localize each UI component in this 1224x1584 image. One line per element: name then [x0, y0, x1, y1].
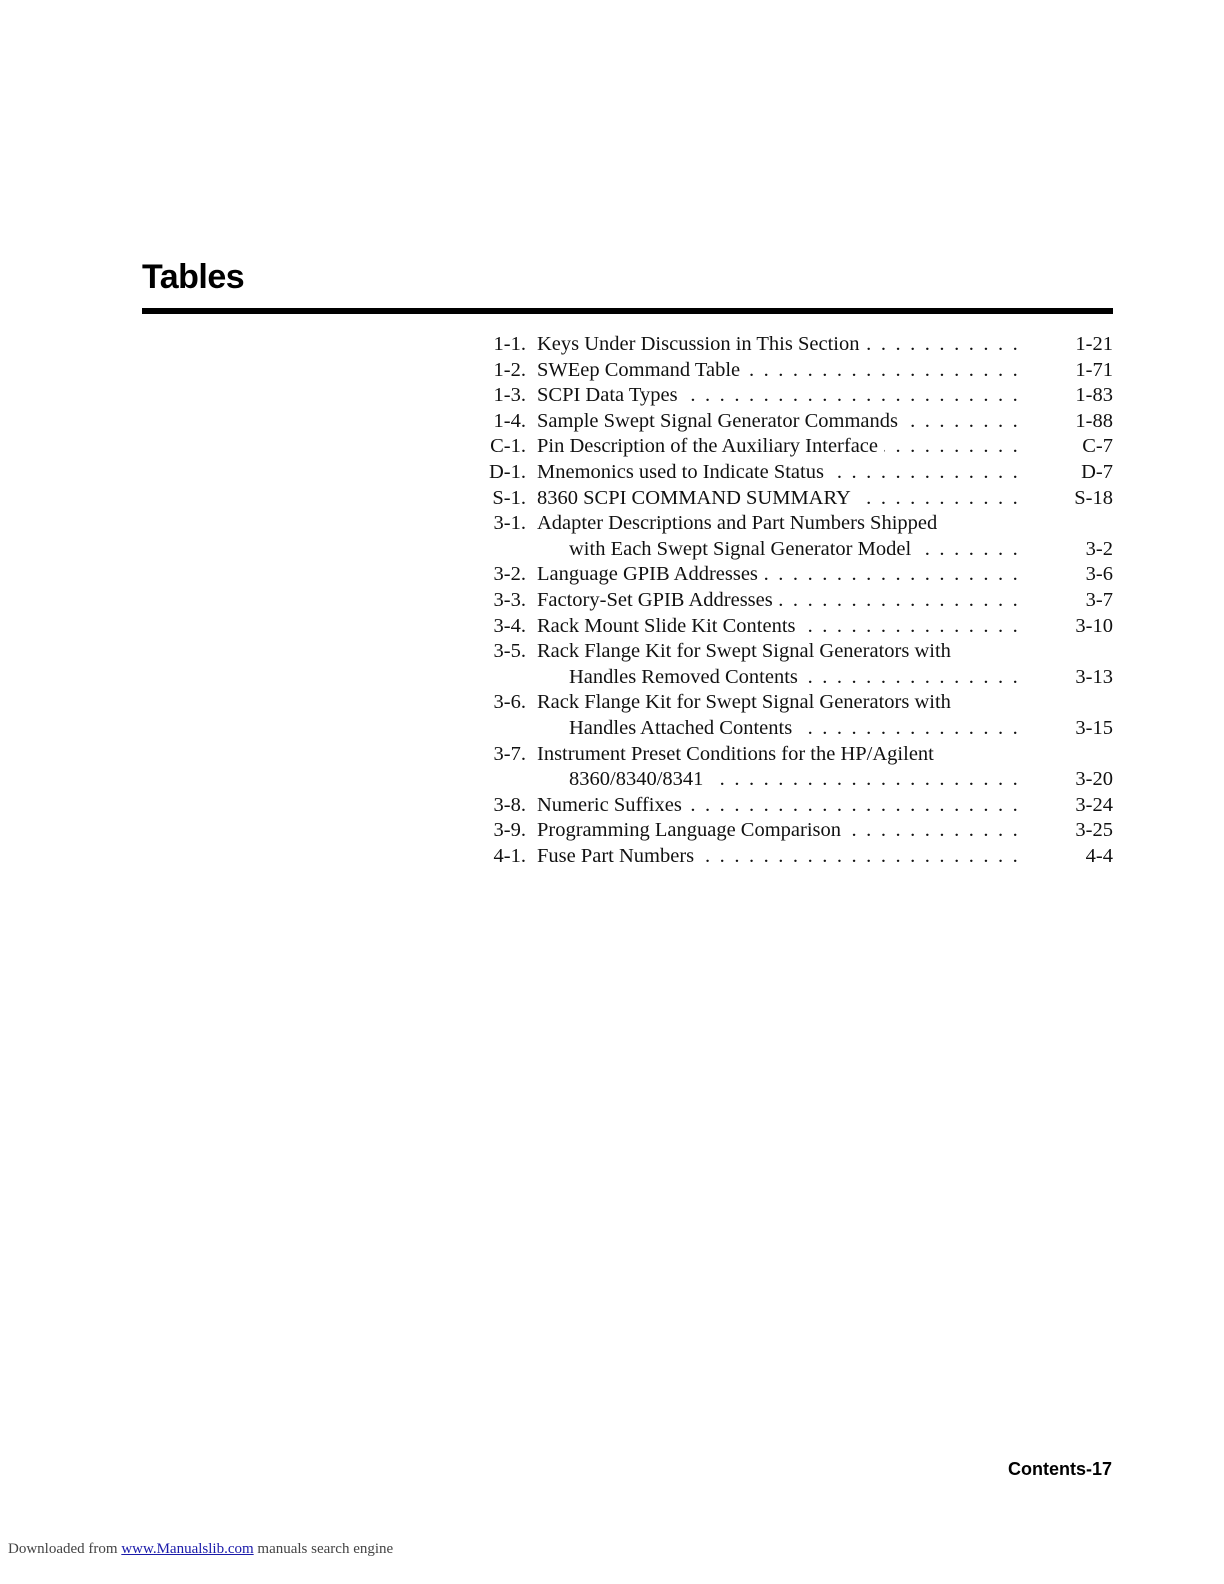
toc-entry-title	[537, 409, 1020, 435]
toc-entry-title	[537, 614, 1020, 640]
toc-entry-page: 1-21	[1075, 333, 1113, 355]
toc-entry-number: C-1.	[490, 435, 526, 458]
toc-entry-title	[537, 793, 1020, 819]
toc-entry-row	[470, 818, 1113, 844]
toc-entry-title-text: Handles Removed Contents	[569, 666, 804, 688]
toc-entry-number: 4-1.	[493, 844, 526, 867]
toc-entry-row	[470, 665, 1113, 691]
toc-entry-title-text: Adapter Descriptions and Part Numbers Shipped	[537, 512, 943, 534]
toc-entry-row	[470, 383, 1113, 409]
toc-entry-title	[569, 767, 1020, 793]
toc-entry-title	[537, 332, 1020, 358]
toc-entry-title	[537, 639, 1020, 665]
toc-entry-title-text: Fuse Part Numbers	[537, 845, 700, 867]
footer-prefix: Downloaded from	[8, 1541, 118, 1557]
download-footer	[8, 1541, 393, 1558]
toc-entry-row	[470, 588, 1113, 614]
toc-entry-page: D-7	[1081, 460, 1113, 483]
toc-entry-title-text: Keys Under Discussion in This Section	[537, 333, 865, 355]
toc-entry-row	[470, 844, 1113, 870]
toc-entry-number: 3-7.	[493, 742, 526, 765]
toc-entry-title	[537, 383, 1020, 409]
toc-entry-number: 3-8.	[493, 793, 526, 816]
toc-entry-page: 3-20	[1075, 768, 1113, 791]
toc-entry-title	[537, 588, 1020, 614]
toc-entry-row	[470, 742, 1113, 768]
toc-entry-title-text: Sample Swept Signal Generator Commands	[537, 410, 904, 432]
footer-suffix: manuals search engine	[257, 1541, 394, 1557]
toc-entry-row	[470, 614, 1113, 640]
toc-entry-page: 3-7	[1085, 588, 1113, 611]
toc-entry-title	[537, 460, 1020, 486]
toc-entry-title	[537, 434, 1020, 460]
toc-entry-row	[470, 716, 1113, 742]
toc-entry-title	[569, 537, 1020, 563]
toc-entry-page: 3-15	[1075, 716, 1113, 739]
toc-entry-title-text: 8360 SCPI COMMAND SUMMARY	[537, 487, 857, 509]
toc-entry-title-text: 8360/8340/8341	[569, 768, 709, 790]
toc-entry-title	[537, 690, 1020, 716]
toc-entry-row	[470, 690, 1113, 716]
toc-entry-title	[537, 486, 1020, 512]
toc-entry-number: 1-3.	[493, 384, 526, 407]
toc-entry-title	[537, 844, 1020, 870]
toc-entry-title-text: Factory-Set GPIB Addresses	[537, 589, 779, 611]
toc-entry-title-text: Rack Flange Kit for Swept Signal Generators with	[537, 691, 957, 713]
toc-entry-row	[470, 511, 1113, 537]
page-title: Tables	[142, 258, 245, 296]
toc-entry-title-text: SWEep Command Table	[537, 359, 746, 381]
toc-entry-title-text: with Each Swept Signal Generator Model	[569, 538, 917, 560]
toc-entry-page: 1-83	[1075, 384, 1113, 407]
toc-entry-page: 1-88	[1075, 409, 1113, 432]
toc-entry-row	[470, 486, 1113, 512]
toc-entry-title	[569, 716, 1020, 742]
toc-entry-title-text: Mnemonics used to Indicate Status	[537, 461, 830, 483]
toc-entry-number: 3-5.	[493, 640, 526, 663]
toc-entry-title	[537, 562, 1020, 588]
toc-entry-title-text: Rack Mount Slide Kit Contents	[537, 615, 802, 637]
toc-entry-title	[537, 742, 1020, 768]
toc-entry-page: 3-2	[1085, 537, 1113, 560]
toc-entry-number: 3-4.	[493, 614, 526, 637]
toc-entry-title-text: Handles Attached Contents	[569, 717, 798, 739]
toc-entry-number: D-1.	[488, 460, 526, 483]
toc-entry-row	[470, 409, 1113, 435]
toc-entry-page: 1-71	[1075, 358, 1113, 381]
toc-entry-title-text: Numeric Suffixes	[537, 794, 688, 816]
toc-entry-number: 3-3.	[493, 588, 526, 611]
tables-list	[470, 332, 1113, 869]
toc-entry-page: 3-25	[1075, 819, 1113, 842]
toc-entry-row	[470, 537, 1113, 563]
toc-entry-row	[470, 767, 1113, 793]
toc-entry-title	[569, 665, 1020, 691]
toc-entry-title-text: Programming Language Comparison	[537, 819, 847, 841]
toc-entry-title	[537, 818, 1020, 844]
toc-entry-page: S-18	[1074, 486, 1113, 509]
toc-entry-number: 3-9.	[493, 819, 526, 842]
toc-entry-row	[470, 332, 1113, 358]
toc-entry-row	[470, 460, 1113, 486]
toc-entry-title	[537, 511, 1020, 537]
toc-entry-row	[470, 562, 1113, 588]
toc-entry-row	[470, 434, 1113, 460]
toc-entry-page: 3-10	[1075, 614, 1113, 637]
toc-entry-title-text: Language GPIB Addresses	[537, 563, 764, 585]
toc-entry-title-text: SCPI Data Types	[537, 384, 684, 406]
toc-entry-page: C-7	[1082, 435, 1113, 458]
toc-entry-page: 3-6	[1085, 563, 1113, 586]
toc-entry-number: 3-1.	[493, 512, 526, 535]
toc-entry-row	[470, 639, 1113, 665]
toc-entry-page: 3-24	[1075, 793, 1113, 816]
heading-rule	[142, 308, 1113, 314]
toc-entry-number: S-1.	[492, 486, 526, 509]
toc-entry-number: 1-1.	[493, 333, 526, 355]
toc-entry-number: 1-2.	[493, 358, 526, 381]
toc-entry-title	[537, 358, 1020, 384]
toc-entry-page: 3-13	[1075, 665, 1113, 688]
toc-entry-page: 4-4	[1085, 844, 1113, 867]
toc-entry-number: 1-4.	[493, 409, 526, 432]
toc-entry-number: 3-2.	[493, 563, 526, 586]
toc-entry-row	[470, 793, 1113, 819]
manualslib-link[interactable]: www.Manualslib.com	[121, 1541, 254, 1557]
toc-entry-title-text: Rack Flange Kit for Swept Signal Generators with	[537, 640, 957, 662]
toc-entry-title-text: Pin Description of the Auxiliary Interface	[537, 435, 884, 457]
toc-entry-number: 3-6.	[493, 691, 526, 714]
toc-entry-title-text: Instrument Preset Conditions for the HP/Agilent	[537, 743, 940, 765]
page-number: Contents-17	[1007, 1459, 1112, 1479]
toc-entry-row	[470, 358, 1113, 384]
